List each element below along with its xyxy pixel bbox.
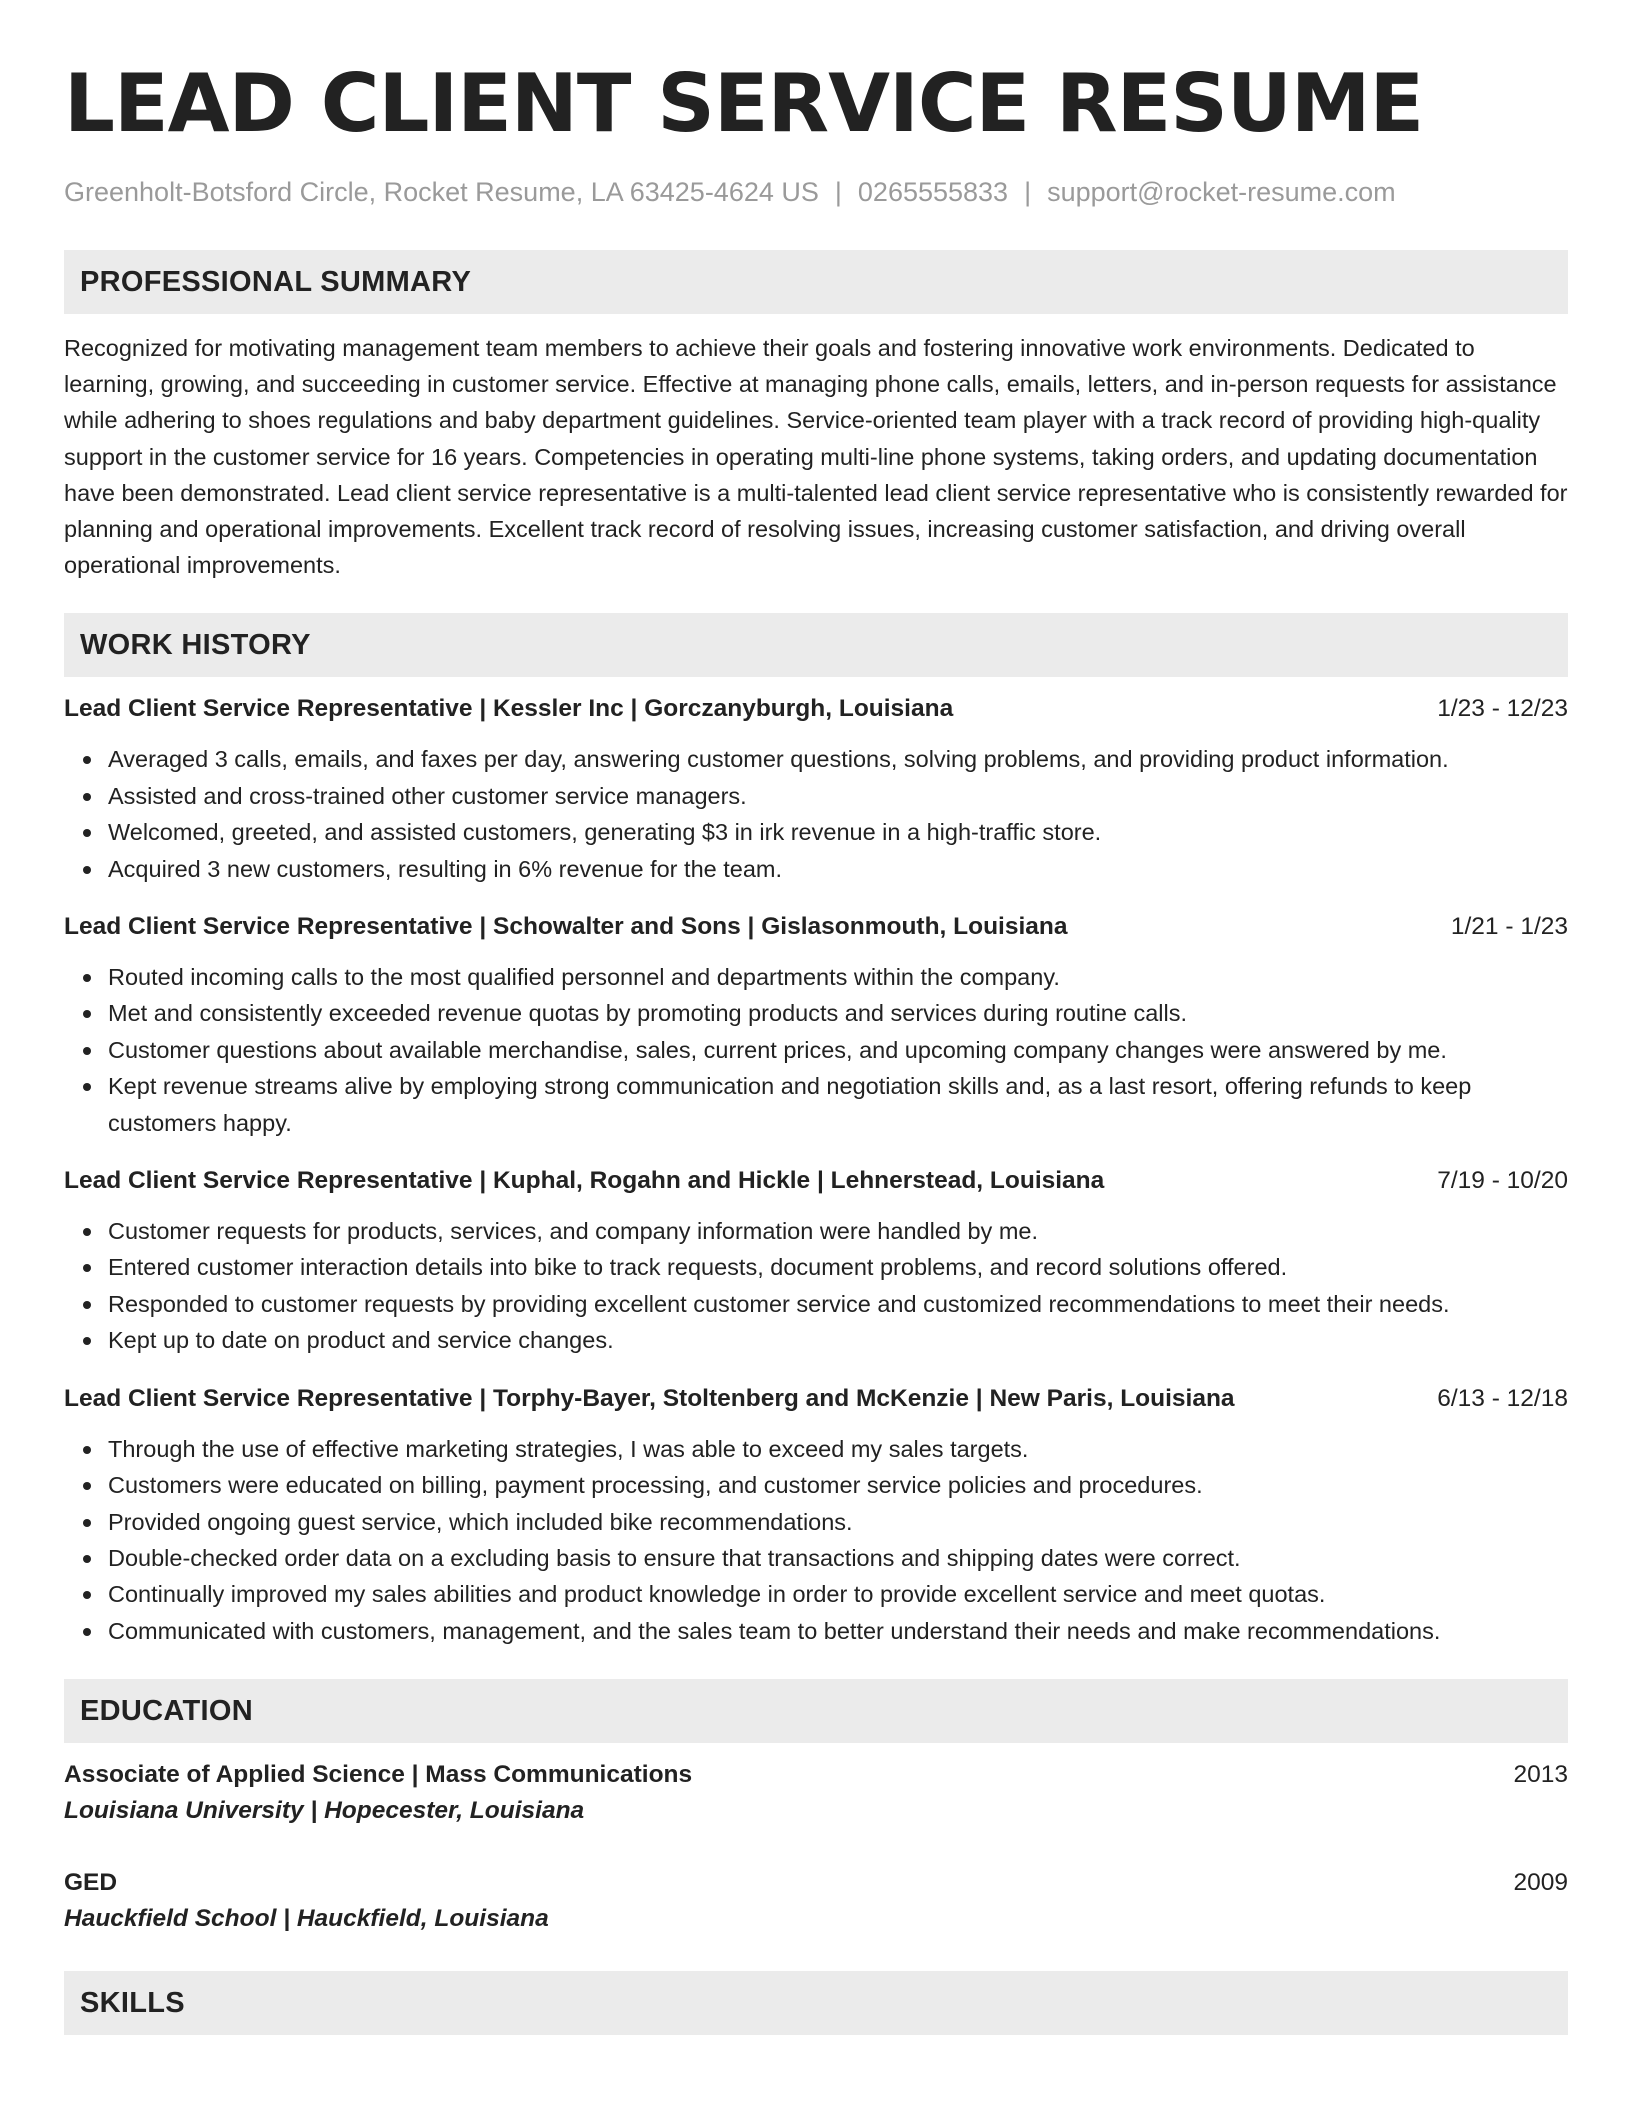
job-header: [64, 909, 1568, 945]
job-bullet: Customer questions about available merchandise, sales, current prices, and upcoming company changes were answered by me.: [108, 1032, 1568, 1068]
job-bullet: Responded to customer requests by providing excellent customer service and customized recommendations to meet their needs.: [108, 1286, 1568, 1322]
job-bullet: Acquired 3 new customers, resulting in 6% revenue for the team.: [108, 851, 1568, 887]
job-bullets: [64, 741, 1568, 887]
job-bullet: Double-checked order data on a excluding basis to ensure that transactions and shipping dates were correct.: [108, 1540, 1568, 1576]
job-bullet: Continually improved my sales abilities and product knowledge in order to provide excellent service and meet quotas.: [108, 1576, 1568, 1612]
section-header-education: EDUCATION: [64, 1679, 1568, 1743]
job-bullets: [64, 1213, 1568, 1359]
job-bullet: Routed incoming calls to the most qualified personnel and departments within the company.: [108, 959, 1568, 995]
job-bullet: Entered customer interaction details into bike to track requests, document problems, and record solutions offered.: [108, 1249, 1568, 1285]
summary-text: Recognized for motivating management team members to achieve their goals and fostering innovative work environments. Dedicated to learning, growing, and succeeding in customer service. Effective at managing phone calls, emails, letters, and in-person requests for assistance while adhering to shoes regulations and baby department guidelines. Service-oriented team player with a track record of providing high-quality support in the customer service for 16 years. Competencies in operating multi-line phone systems, taking orders, and updating documentation have been demonstrated. Lead client service representative is a multi-talented lead client service representative who is consistently rewarded for planning and operational improvements. Excellent track record of resolving issues, increasing customer satisfaction, and driving overall operational improvements.: [64, 335, 1568, 579]
job-title: Lead Client Service Representative | Schowalter and Sons | Gislasonmouth, Louisiana: [64, 913, 1068, 941]
education-degree: GED: [64, 1869, 118, 1897]
job-dates: 6/13 - 12/18: [1437, 1384, 1568, 1412]
resume-title: LEAD CLIENT SERVICE RESUME: [64, 57, 1424, 150]
education-school: Louisiana University | Hopecester, Louisiana: [64, 1797, 585, 1825]
job-title: Lead Client Service Representative | Kessler Inc | Gorczanyburgh, Louisiana: [64, 695, 954, 723]
section-header-summary: PROFESSIONAL SUMMARY: [64, 250, 1568, 314]
section-header-work-history: WORK HISTORY: [64, 613, 1568, 677]
job-bullets: [64, 1431, 1568, 1649]
job-bullet: Customers were educated on billing, payment processing, and customer service policies and procedures.: [108, 1467, 1568, 1503]
job-bullets: [64, 959, 1568, 1141]
job-header: [64, 1163, 1568, 1199]
education-degree: Associate of Applied Science | Mass Communications: [64, 1761, 693, 1789]
job-bullet: Welcomed, greeted, and assisted customers, generating $3 in irk revenue in a high-traffic store.: [108, 814, 1568, 850]
job-entry: [64, 691, 1568, 887]
job-dates: 1/23 - 12/23: [1437, 695, 1568, 723]
contact-email: support@rocket-resume.com: [1047, 177, 1396, 207]
education-year: 2009: [1513, 1869, 1568, 1897]
job-entry: [64, 1381, 1568, 1649]
job-header: [64, 1381, 1568, 1417]
job-bullet: Communicated with customers, management, and the sales team to better understand their needs and make recommendations.: [108, 1613, 1568, 1649]
contact-phone: 0265555833: [857, 177, 1009, 207]
contact-separator: |: [1024, 177, 1032, 207]
contact-separator: |: [834, 177, 842, 207]
job-bullet: Averaged 3 calls, emails, and faxes per day, answering customer questions, solving problems, and providing product information.: [108, 741, 1568, 777]
education-school: Hauckfield School | Hauckfield, Louisiana: [64, 1905, 549, 1933]
education-header: [64, 1865, 1568, 1901]
education-entry: [64, 1757, 1568, 1829]
job-dates: 7/19 - 10/20: [1437, 1167, 1568, 1195]
education-header: [64, 1757, 1568, 1793]
job-header: [64, 691, 1568, 727]
job-title: Lead Client Service Representative | Kuphal, Rogahn and Hickle | Lehnerstead, Louisiana: [64, 1167, 1105, 1195]
contact-address: Greenholt-Botsford Circle, Rocket Resume, LA 63425-4624 US: [64, 177, 819, 207]
job-entry: [64, 909, 1568, 1141]
contact-line: [64, 174, 1568, 210]
education-entry: [64, 1865, 1568, 1937]
job-bullet: Kept up to date on product and service changes.: [108, 1322, 1568, 1358]
job-entry: [64, 1163, 1568, 1359]
job-dates: 1/21 - 1/23: [1450, 913, 1568, 941]
job-bullet: Met and consistently exceeded revenue quotas by promoting products and services during routine calls.: [108, 995, 1568, 1031]
job-bullet: Provided ongoing guest service, which included bike recommendations.: [108, 1504, 1568, 1540]
education-year: 2013: [1513, 1761, 1568, 1789]
job-bullet: Assisted and cross-trained other customer service managers.: [108, 778, 1568, 814]
job-bullet: Through the use of effective marketing strategies, I was able to exceed my sales targets.: [108, 1431, 1568, 1467]
section-header-skills: SKILLS: [64, 1971, 1568, 2035]
job-title: Lead Client Service Representative | Torphy-Bayer, Stoltenberg and McKenzie | New Paris, Louisiana: [64, 1384, 1235, 1412]
job-bullet: Customer requests for products, services, and company information were handled by me.: [108, 1213, 1568, 1249]
job-bullet: Kept revenue streams alive by employing strong communication and negotiation skills and, as a last resort, offering refunds to keep customers happy.: [108, 1068, 1568, 1141]
